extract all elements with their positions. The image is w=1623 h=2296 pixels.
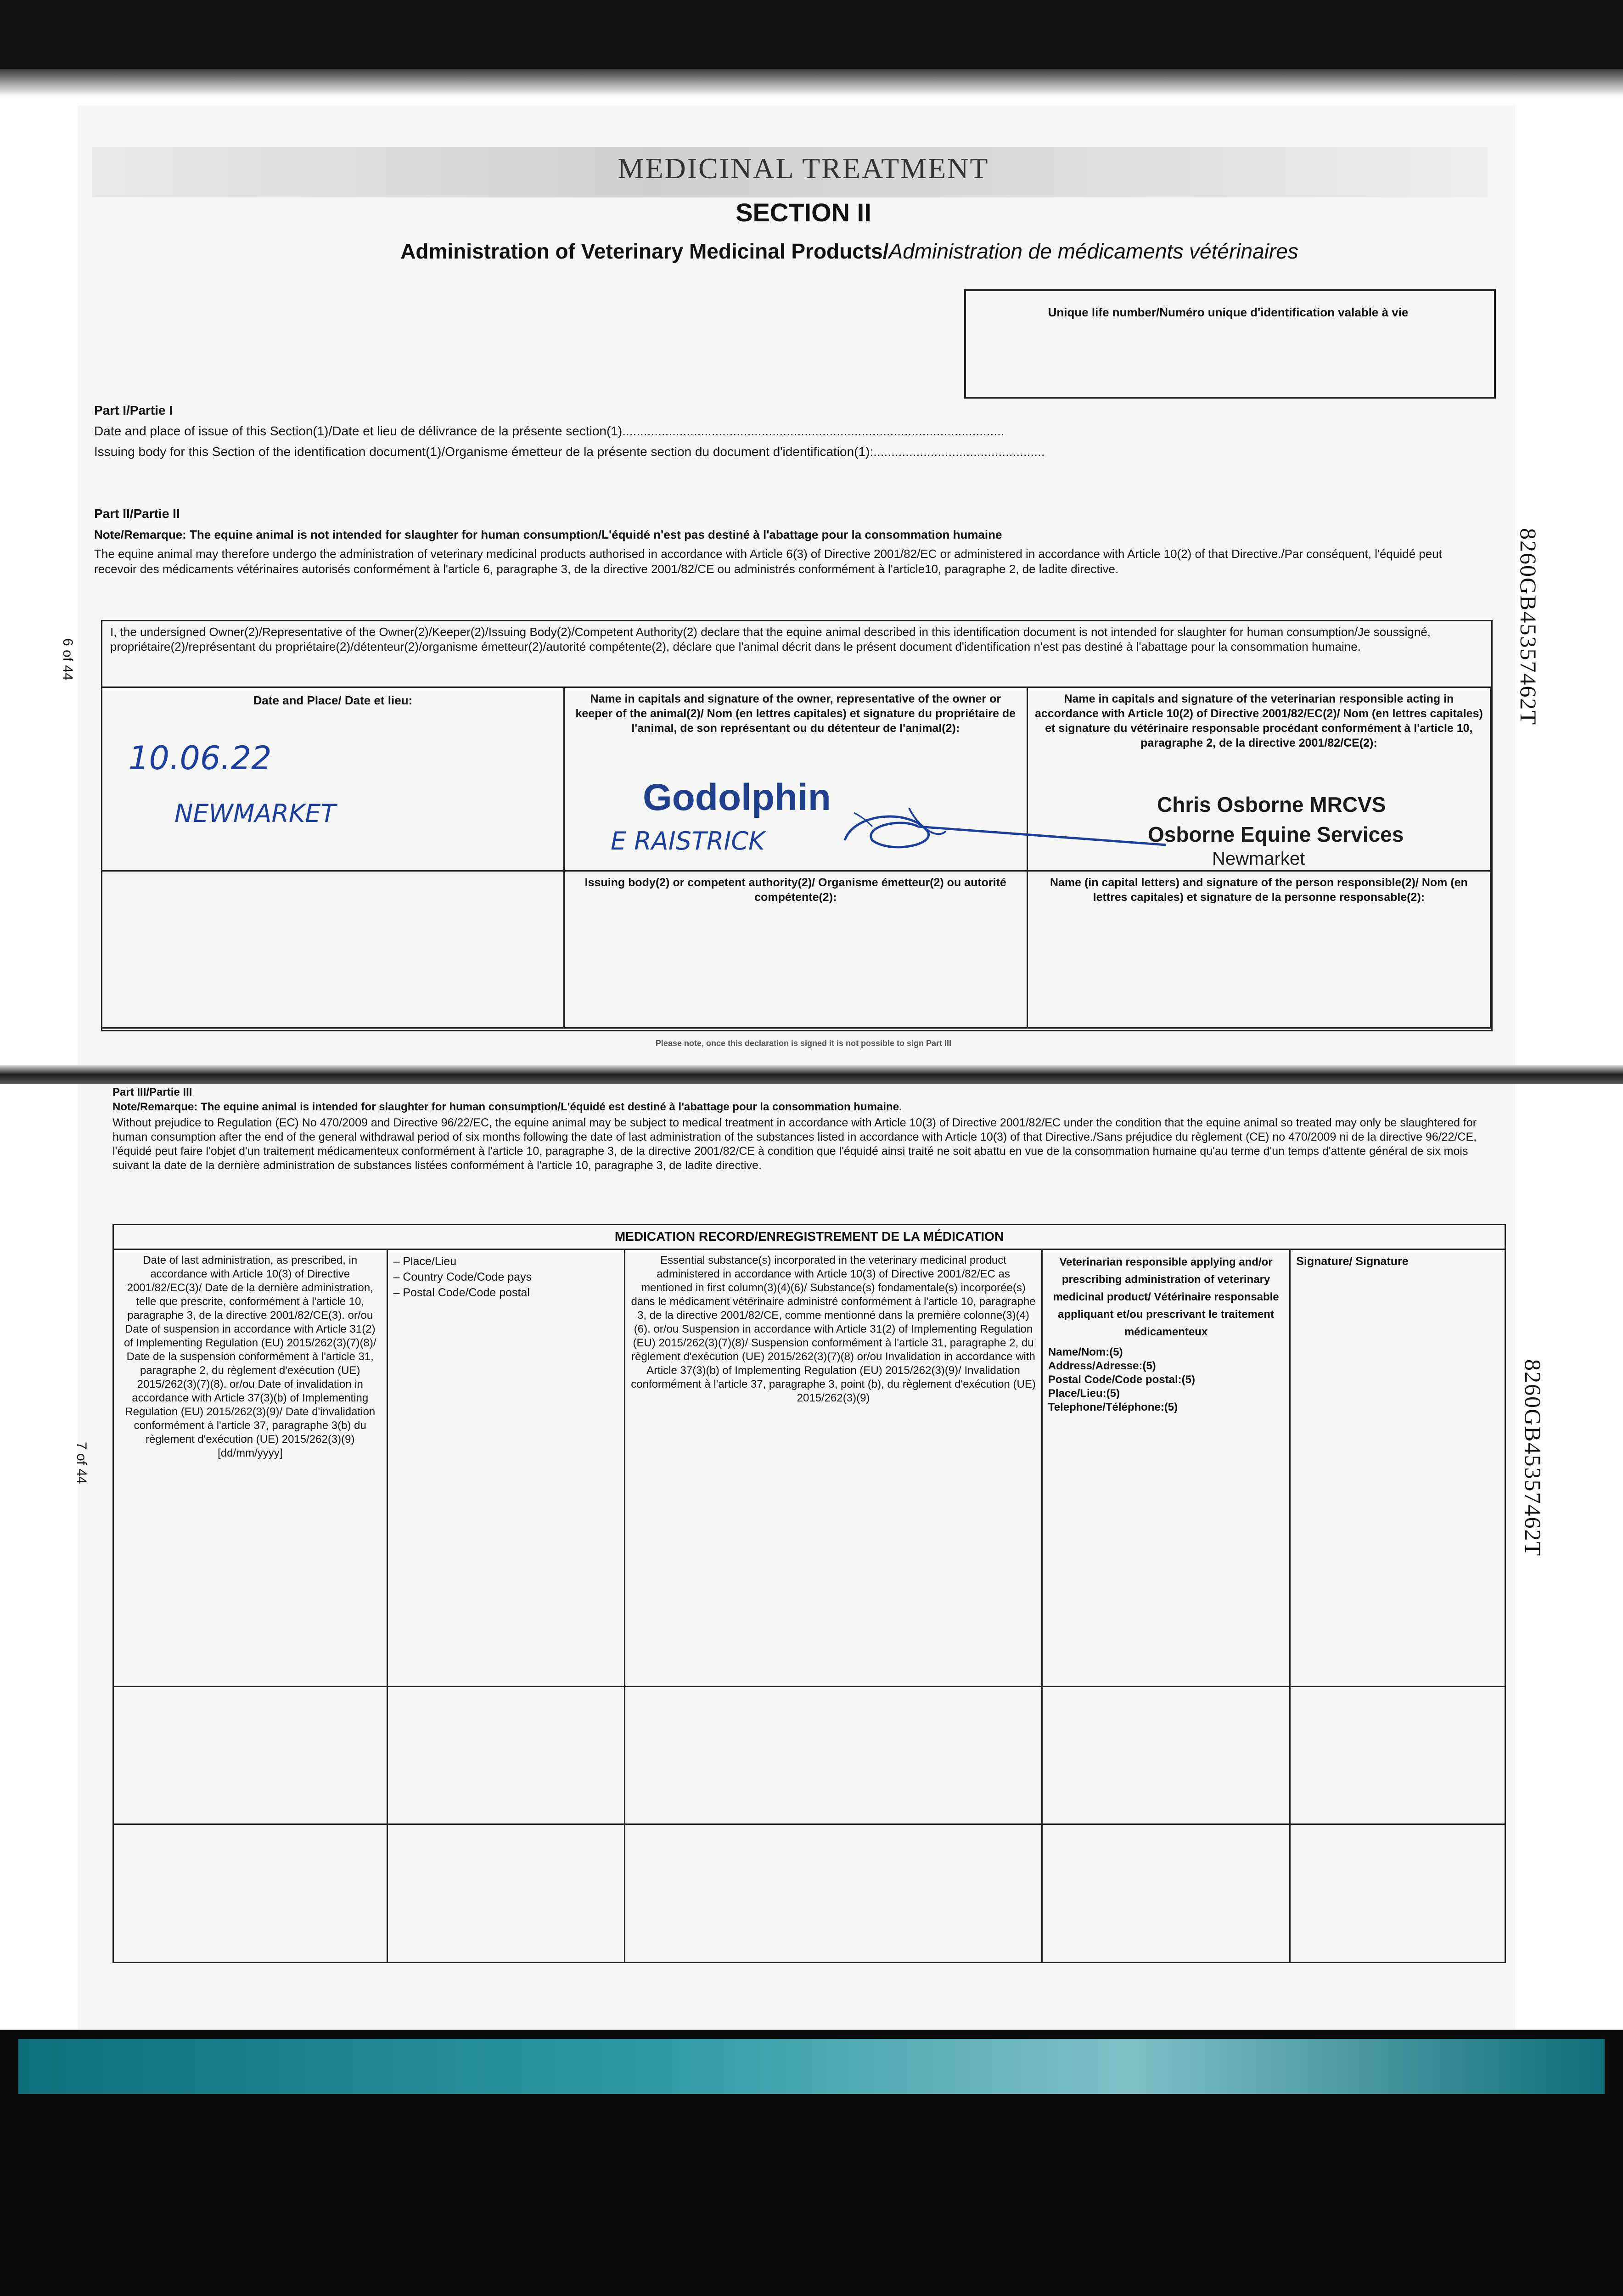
col-date-administration: Date of last administration, as prescribed, in accordance with Article 10(3) of Directive 2001/82/EC(3)/ Date de la dernière administration, telle que prescrite, conformément à l'article 10, paragraphe 3, de la directive 2001/82/CE(3). or/ou Date of suspension in accordance with Article 31(2) of Implementing Regulation (EU) 2015/262(3)(7)(8)/ Date de la suspension conformément à l'article 31, paragraphe 2, du règlement d'exécution (UE) 2015/262(3)(7)(8). or/ou Date of invalidation in accordance with Article 37(3)(b) of Implementing Regulation (EU) 2015/262(3)(9)/ Date d'invalidation conformément à l'article 37, paragraphe 3(b) du règlement d'exécution (UE) 2015/262(3)(9) [dd/mm/yyyy]	[113, 1249, 387, 1687]
part3-paragraph: Without prejudice to Regulation (EC) No 470/2009 and Directive 96/22/EC, the equine animal may be subject to medical treatment in accordance with Article 10(3) of Directive 2001/82/EC under the condition that the equine animal so treated may only be slaughtered for human consumption after the end of the general withdrawal period of six months following the date of last administration of the substances listed in accordance with Article 10(3) of that Directive./Sans préjudice du règlement (CE) no 470/2009 ni de la directive 96/22/CE, l'équidé peut faire l'objet d'un traitement médicamenteux conformément à l'article 10, paragraphe 3, de la directive 2001/82/CE à condition que l'équidé ainsi traité ne soit abattu en vue de la consommation humaine qu'au terme d'un temps d'attente général de six mois suivant la date de la dernière administration de substances listées conformément à l'article 10, paragraphe 3, de ladite directive.	[112, 1116, 1477, 1172]
page-number-7: 7 of 44	[74, 1442, 89, 1484]
signature-scribble	[597, 799, 1194, 863]
date-place-cell[interactable]	[102, 687, 564, 871]
handwritten-keeper-name: E RAISTRICK	[611, 827, 765, 855]
scan-top-shadow	[0, 0, 1623, 69]
record-cell[interactable]	[113, 1686, 387, 1824]
scan-top-fade	[0, 69, 1623, 96]
handwritten-place: NEWMARKET	[174, 799, 336, 828]
empty-cell[interactable]	[102, 871, 564, 1028]
record-cell[interactable]	[625, 1824, 1042, 1963]
scan-bottom-edge	[18, 2039, 1605, 2094]
part2-heading: Part II/Partie II	[94, 506, 180, 521]
part2-note: Note/Remarque: The equine animal is not intended for slaughter for human consumption/L'équidé n'est pas destiné à l'abattage pour la consommation humaine	[94, 528, 1002, 541]
part1-heading: Part I/Partie I	[94, 403, 173, 417]
record-cell[interactable]	[1042, 1686, 1290, 1824]
date-place-label: Date and Place/ Date et lieu:	[253, 693, 413, 707]
part3-heading: Part III/Partie III	[112, 1086, 192, 1098]
section-title: SECTION II	[736, 198, 871, 227]
record-cell[interactable]	[387, 1824, 625, 1963]
banner-title: MEDICINAL TREATMENT	[618, 152, 989, 185]
vet-responsible-head: Veterinarian responsible applying and/or prescribing administration of veterinary medicinal product/ Vétérinaire responsable appliquant et/ou prescrivant le traitement médicamenteux	[1053, 1256, 1279, 1339]
issuing-body-label: Issuing body(2) or competent authority(2)/ Organisme émetteur(2) ou autorité compétente(2):	[584, 876, 1006, 904]
handwritten-date: 10.06.22	[129, 739, 272, 777]
page-number-6: 6 of 44	[60, 638, 75, 681]
col-signature: Signature/ Signature	[1290, 1249, 1505, 1687]
record-cell[interactable]	[1042, 1824, 1290, 1963]
record-cell[interactable]	[387, 1686, 625, 1824]
vet-responsible-fields: Name/Nom:(5) Address/Adresse:(5) Postal Code/Code postal:(5) Place/Lieu:(5) Telephone/Téléphone:(5)	[1048, 1346, 1195, 1414]
page-fold-shadow	[0, 1065, 1623, 1084]
id-code-bottom: 8260GB45357462T	[1520, 1359, 1546, 1557]
vet-label: Name in capitals and signature of the veterinarian responsible acting in accordance with Article 10(2) of Directive 2001/82/EC(2)/ Nom (en lettres capitales) et signature du vétérinaire responsable procédant conformément à l'article 10, paragraphe 2, de la directive 2001/82/CE(2):	[1034, 692, 1483, 749]
part1-issuing-body: Issuing body for this Section of the identification document(1)/Organisme émetteur de la présente section du document d'identification(1):................................................	[94, 445, 1045, 459]
part2-paragraph: The equine animal may therefore undergo the administration of veterinary medicinal products authorised in accordance with Article 6(3) of Directive 2001/82/EC or administered in accordance with Article 10(2) of that Directive./Par conséquent, l'équidé peut recevoir des médicaments vétérinaires autorisés conformément à l'article 6, paragraphe 3, de la directive 2001/82/CE ou administrés conformément à l'article10, paragraphe 2, de ladite directive.	[94, 547, 1442, 576]
part3-note: Note/Remarque: The equine animal is intended for slaughter for human consumption/L'équidé est destiné à l'abattage pour la consommation humaine.	[112, 1101, 902, 1113]
id-code-top: 8260GB45357462T	[1516, 528, 1541, 726]
vet-stamp-practice: Osborne Equine Services	[1148, 822, 1404, 846]
vet-stamp-name: Chris Osborne MRCVS	[1157, 793, 1386, 816]
form-subtitle: Administration of Veterinary Medicinal Products/Administration de médicaments vétérinaires	[400, 239, 1298, 263]
unique-life-number-label: Unique life number/Numéro unique d'identification valable à vie	[1048, 305, 1409, 319]
responsible-person-cell[interactable]	[1027, 871, 1490, 1028]
part1-date-place: Date and place of issue of this Section(1)/Date et lieu de délivrance de la présente section(1)...........................................................................................................	[94, 424, 1005, 438]
responsible-person-label: Name (in capital letters) and signature of the person responsible(2)/ Nom (en lettres capitales) et signature de la personne responsable(2):	[1050, 876, 1468, 904]
medication-title: MEDICATION RECORD/ENREGISTREMENT DE LA MÉDICATION	[113, 1225, 1505, 1249]
col-place: – Place/Lieu – Country Code/Code pays – Postal Code/Code postal	[387, 1249, 625, 1687]
record-cell[interactable]	[1290, 1824, 1505, 1963]
declaration-note: Please note, once this declaration is signed it is not possible to sign Part III	[655, 1039, 952, 1048]
issuing-body-cell[interactable]	[564, 871, 1027, 1028]
col-substances: Essential substance(s) incorporated in the veterinary medicinal product administered in accordance with Article 10(3) of Directive 2001/82/EC as mentioned in first column(3)(4)(6)/ Substance(s) fondamentale(s) incorporée(s) dans le médicament vétérinaire administré conformément à l'article 10, paragraphe 3, de la directive 2001/82/CE, comme mentionné dans la première colonne(3)(4)(6). or/ou Suspension in accordance with Article 31(2) of Implementing Regulation (EU) 2015/262(3)(7)(8)/ Suspension conformément à l'article 31, paragraphe 2, du règlement d'exécution (UE) 2015/262(3)(7)(8) or/ou Invalidation in accordance with Article 37(3)(b) of Implementing Regulation (EU) 2015/262(3)(9)/ Invalidation conformément à l'article 37, paragraphe 3, point (b), du règlement d'exécution (UE) 2015/262(3)(9)	[625, 1249, 1042, 1687]
medication-record-table	[112, 1224, 1506, 1963]
part2-declaration: I, the undersigned Owner(2)/Representative of the Owner(2)/Keeper(2)/Issuing Body(2)/Competent Authority(2) declare that the equine animal described in this identification document is not intended for slaughter for human consumption/Je soussigné, propriétaire(2)/représentant du propriétaire(2)/détenteur(2)/organisme émetteur(2)/autorité compétente(2), déclare que l'animal décrit dans le présent document d'identification n'est pas destiné à l'abattage pour la consommation humaine.	[110, 625, 1431, 653]
owner-stamp-name: Godolphin	[643, 777, 831, 818]
owner-label: Name in capitals and signature of the owner, representative of the owner or keeper of the animal(2)/ Nom (en lettres capitales) et signature du propriétaire de l'animal, de son représentant ou du détenteur de l'animal(2):	[575, 692, 1016, 735]
record-cell[interactable]	[113, 1824, 387, 1963]
record-cell[interactable]	[1290, 1686, 1505, 1824]
vet-stamp-town: Newmarket	[1212, 849, 1305, 869]
col-vet-responsible	[1042, 1249, 1290, 1687]
record-cell[interactable]	[625, 1686, 1042, 1824]
